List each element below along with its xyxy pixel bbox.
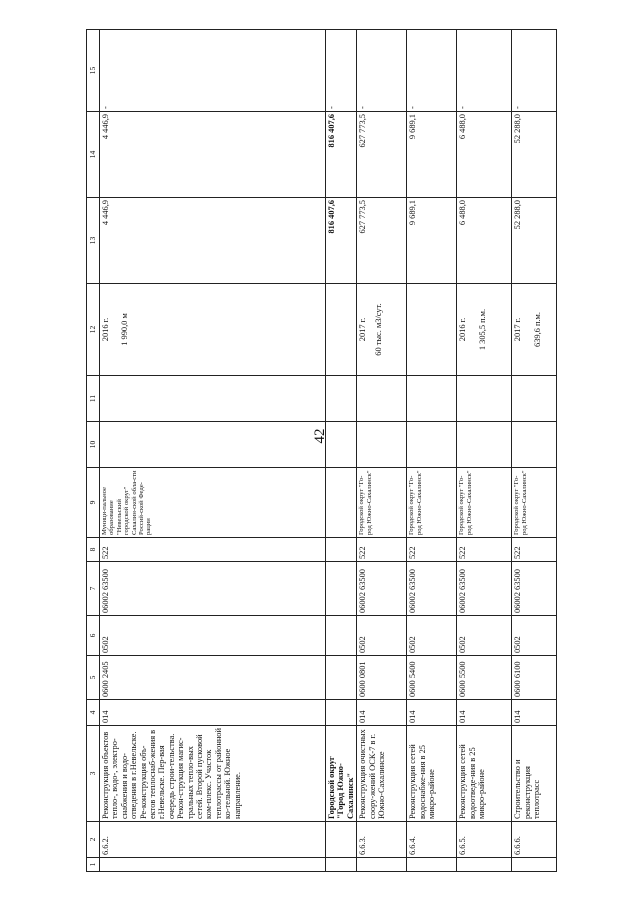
- cell-amount: 4 446,9: [100, 112, 326, 198]
- cell-code: 0600 5500: [457, 656, 512, 700]
- cell-item-number: [326, 822, 357, 858]
- cell-term-capacity: [512, 284, 557, 376]
- cell-dash: -: [457, 30, 512, 112]
- header-cell: 6: [87, 616, 100, 656]
- cell-object-name: Реконструкция сетей водоотведе-ния в 25 микро-районе: [457, 726, 512, 822]
- cell-code: 014: [512, 700, 557, 726]
- cell-code: 014: [100, 700, 326, 726]
- table-row: [357, 30, 407, 872]
- cell-amount: 816 407,6: [326, 198, 357, 284]
- cell-recipient: Городской округ "Го-род Южно-Сахалинск": [457, 468, 512, 538]
- cell-term-capacity: [100, 284, 326, 376]
- cell-col1: [512, 858, 557, 872]
- cell-object-name: Городской округ "Город Южно-Сахалинск": [326, 726, 357, 822]
- table-row: [407, 30, 457, 872]
- cell-code: 522: [407, 538, 457, 562]
- cell-object-name: Реконструкция очистных соору-жений ОСК-7 в г. Южно-Сахалинске: [357, 726, 407, 822]
- cell-term-capacity: [457, 284, 512, 376]
- header-cell: 12: [87, 284, 100, 376]
- cell-item-number: 6.6.3.: [357, 822, 407, 858]
- table-row: [512, 30, 557, 872]
- cell-code: 014: [457, 700, 512, 726]
- cell-code: 0600 2405: [100, 656, 326, 700]
- header-cell: 1: [87, 858, 100, 872]
- cell-col1: [100, 858, 326, 872]
- header-cell: 5: [87, 656, 100, 700]
- cell-code: 0502: [407, 616, 457, 656]
- header-cell: 7: [87, 562, 100, 616]
- cell-col10: [357, 422, 407, 468]
- cell-code: 0600 6100: [512, 656, 557, 700]
- cell-amount: 4 446,9: [100, 198, 326, 284]
- cell-object-name: Реконструкция объектов тепло-, водо-, электро-снабжения и водо-отведения в г.Невельске. Ре-конструкция объ-ектов теплоснаб-жения в г.Невельске. Пер-вая очередь строи-тельства. Рекон-струкция магис-тральных тепло-вых сетей. Второй пусковой ком-плекс. Участок теплотрассы от районной ко-тельной. Южное направление.: [100, 726, 326, 822]
- cell-code: 06002 63500: [457, 562, 512, 616]
- cell-amount: 627 773,5: [357, 112, 407, 198]
- cell-code: 014: [407, 700, 457, 726]
- header-cell: 2: [87, 822, 100, 858]
- cell-code: 0502: [357, 616, 407, 656]
- capacity: 60 тыс. м3/сут.: [373, 303, 383, 356]
- header-cell: 3: [87, 726, 100, 822]
- rotated-table-sheet: [86, 30, 554, 872]
- cell-amount: 9 689,1: [407, 198, 457, 284]
- cell-code: 522: [100, 538, 326, 562]
- header-row: [87, 30, 100, 872]
- cell-dash: -: [357, 30, 407, 112]
- cell-col11: [512, 376, 557, 422]
- header-cell: 8: [87, 538, 100, 562]
- cell-dash: -: [512, 30, 557, 112]
- term-year: 2016 г.: [458, 317, 468, 342]
- cell-col11: [457, 376, 512, 422]
- cell-col10: [100, 422, 326, 468]
- cell-col1: [457, 858, 512, 872]
- cell-col1: [357, 858, 407, 872]
- cell-recipient: Городской округ "Го-род Южно-Сахалинск": [407, 468, 457, 538]
- cell-dash: -: [407, 30, 457, 112]
- cell-code: 014: [357, 700, 407, 726]
- cell-code: 522: [357, 538, 407, 562]
- table-row: [457, 30, 512, 872]
- cell-col1: [407, 858, 457, 872]
- cell-code: 06002 63500: [512, 562, 557, 616]
- cell-dash: -: [326, 30, 357, 112]
- cell-term-capacity: [326, 284, 357, 376]
- cell-col10: [407, 422, 457, 468]
- cell-object-name: Реконструкция сетей водоснабже-ния в 25 микро-районе: [407, 726, 457, 822]
- cell-col1: [326, 858, 357, 872]
- capacity: 1 305,5 п.м.: [477, 308, 487, 351]
- header-cell: 15: [87, 30, 100, 112]
- header-cell: 14: [87, 112, 100, 198]
- header-cell: 11: [87, 376, 100, 422]
- cell-code: 0502: [457, 616, 512, 656]
- cell-amount: 816 407,6: [326, 112, 357, 198]
- table-row: [100, 30, 326, 872]
- cell-col11: [326, 376, 357, 422]
- cell-code: 06002 63500: [357, 562, 407, 616]
- cell-code: 06002 63500: [407, 562, 457, 616]
- cell-col11: [407, 376, 457, 422]
- cell-code: [326, 616, 357, 656]
- header-cell: 13: [87, 198, 100, 284]
- cell-dash: -: [100, 30, 326, 112]
- cell-recipient: [326, 468, 357, 538]
- cell-term-capacity: [407, 284, 457, 376]
- table-row: [326, 30, 357, 872]
- cell-amount: 627 773,5: [357, 198, 407, 284]
- cell-recipient: Городской округ "Го-род Южно-Сахалинск": [512, 468, 557, 538]
- cell-amount: 9 689,1: [407, 112, 457, 198]
- cell-item-number: 6.6.4.: [407, 822, 457, 858]
- header-cell: 10: [87, 422, 100, 468]
- cell-term-capacity: [357, 284, 407, 376]
- cell-recipient: Муници-пальное образование "Невельский городской округ" Сахалин-ской обла-сти Россий-ской Феде-рации: [100, 468, 326, 538]
- cell-item-number: 6.6.5.: [457, 822, 512, 858]
- cell-object-name: Строительство и реконструкция теплотрасс: [512, 726, 557, 822]
- cell-code: 522: [457, 538, 512, 562]
- cell-col11: [357, 376, 407, 422]
- cell-code: [326, 538, 357, 562]
- term-year: 2017 г.: [513, 317, 523, 342]
- page-number: 42: [312, 428, 328, 444]
- cell-col10: [457, 422, 512, 468]
- cell-code: 0502: [512, 616, 557, 656]
- cell-amount: 52 288,0: [512, 198, 557, 284]
- cell-code: 0600 5400: [407, 656, 457, 700]
- cell-code: 0502: [100, 616, 326, 656]
- cell-amount: 6 488,0: [457, 198, 512, 284]
- cell-code: 522: [512, 538, 557, 562]
- capacity: 639,6 п.м.: [532, 312, 542, 347]
- cell-item-number: 6.6.6.: [512, 822, 557, 858]
- budget-table: [86, 29, 557, 872]
- cell-col10: [512, 422, 557, 468]
- term-year: 2016 г.: [101, 317, 110, 342]
- header-cell: 9: [87, 468, 100, 538]
- cell-recipient: Городской округ "Го-род Южно-Сахалинск": [357, 468, 407, 538]
- cell-amount: 52 288,0: [512, 112, 557, 198]
- term-year: 2017 г.: [358, 317, 368, 342]
- header-cell: 4: [87, 700, 100, 726]
- table-rotator: [86, 30, 554, 872]
- cell-col10: [326, 422, 357, 468]
- capacity: 1 990,0 м: [120, 313, 130, 346]
- cell-code: [326, 656, 357, 700]
- cell-col11: [100, 376, 326, 422]
- cell-code: 0600 0801: [357, 656, 407, 700]
- cell-item-number: 6.6.2.: [100, 822, 326, 858]
- cell-amount: 6 488,0: [457, 112, 512, 198]
- cell-code: 06002 63500: [100, 562, 326, 616]
- cell-code: [326, 700, 357, 726]
- cell-code: [326, 562, 357, 616]
